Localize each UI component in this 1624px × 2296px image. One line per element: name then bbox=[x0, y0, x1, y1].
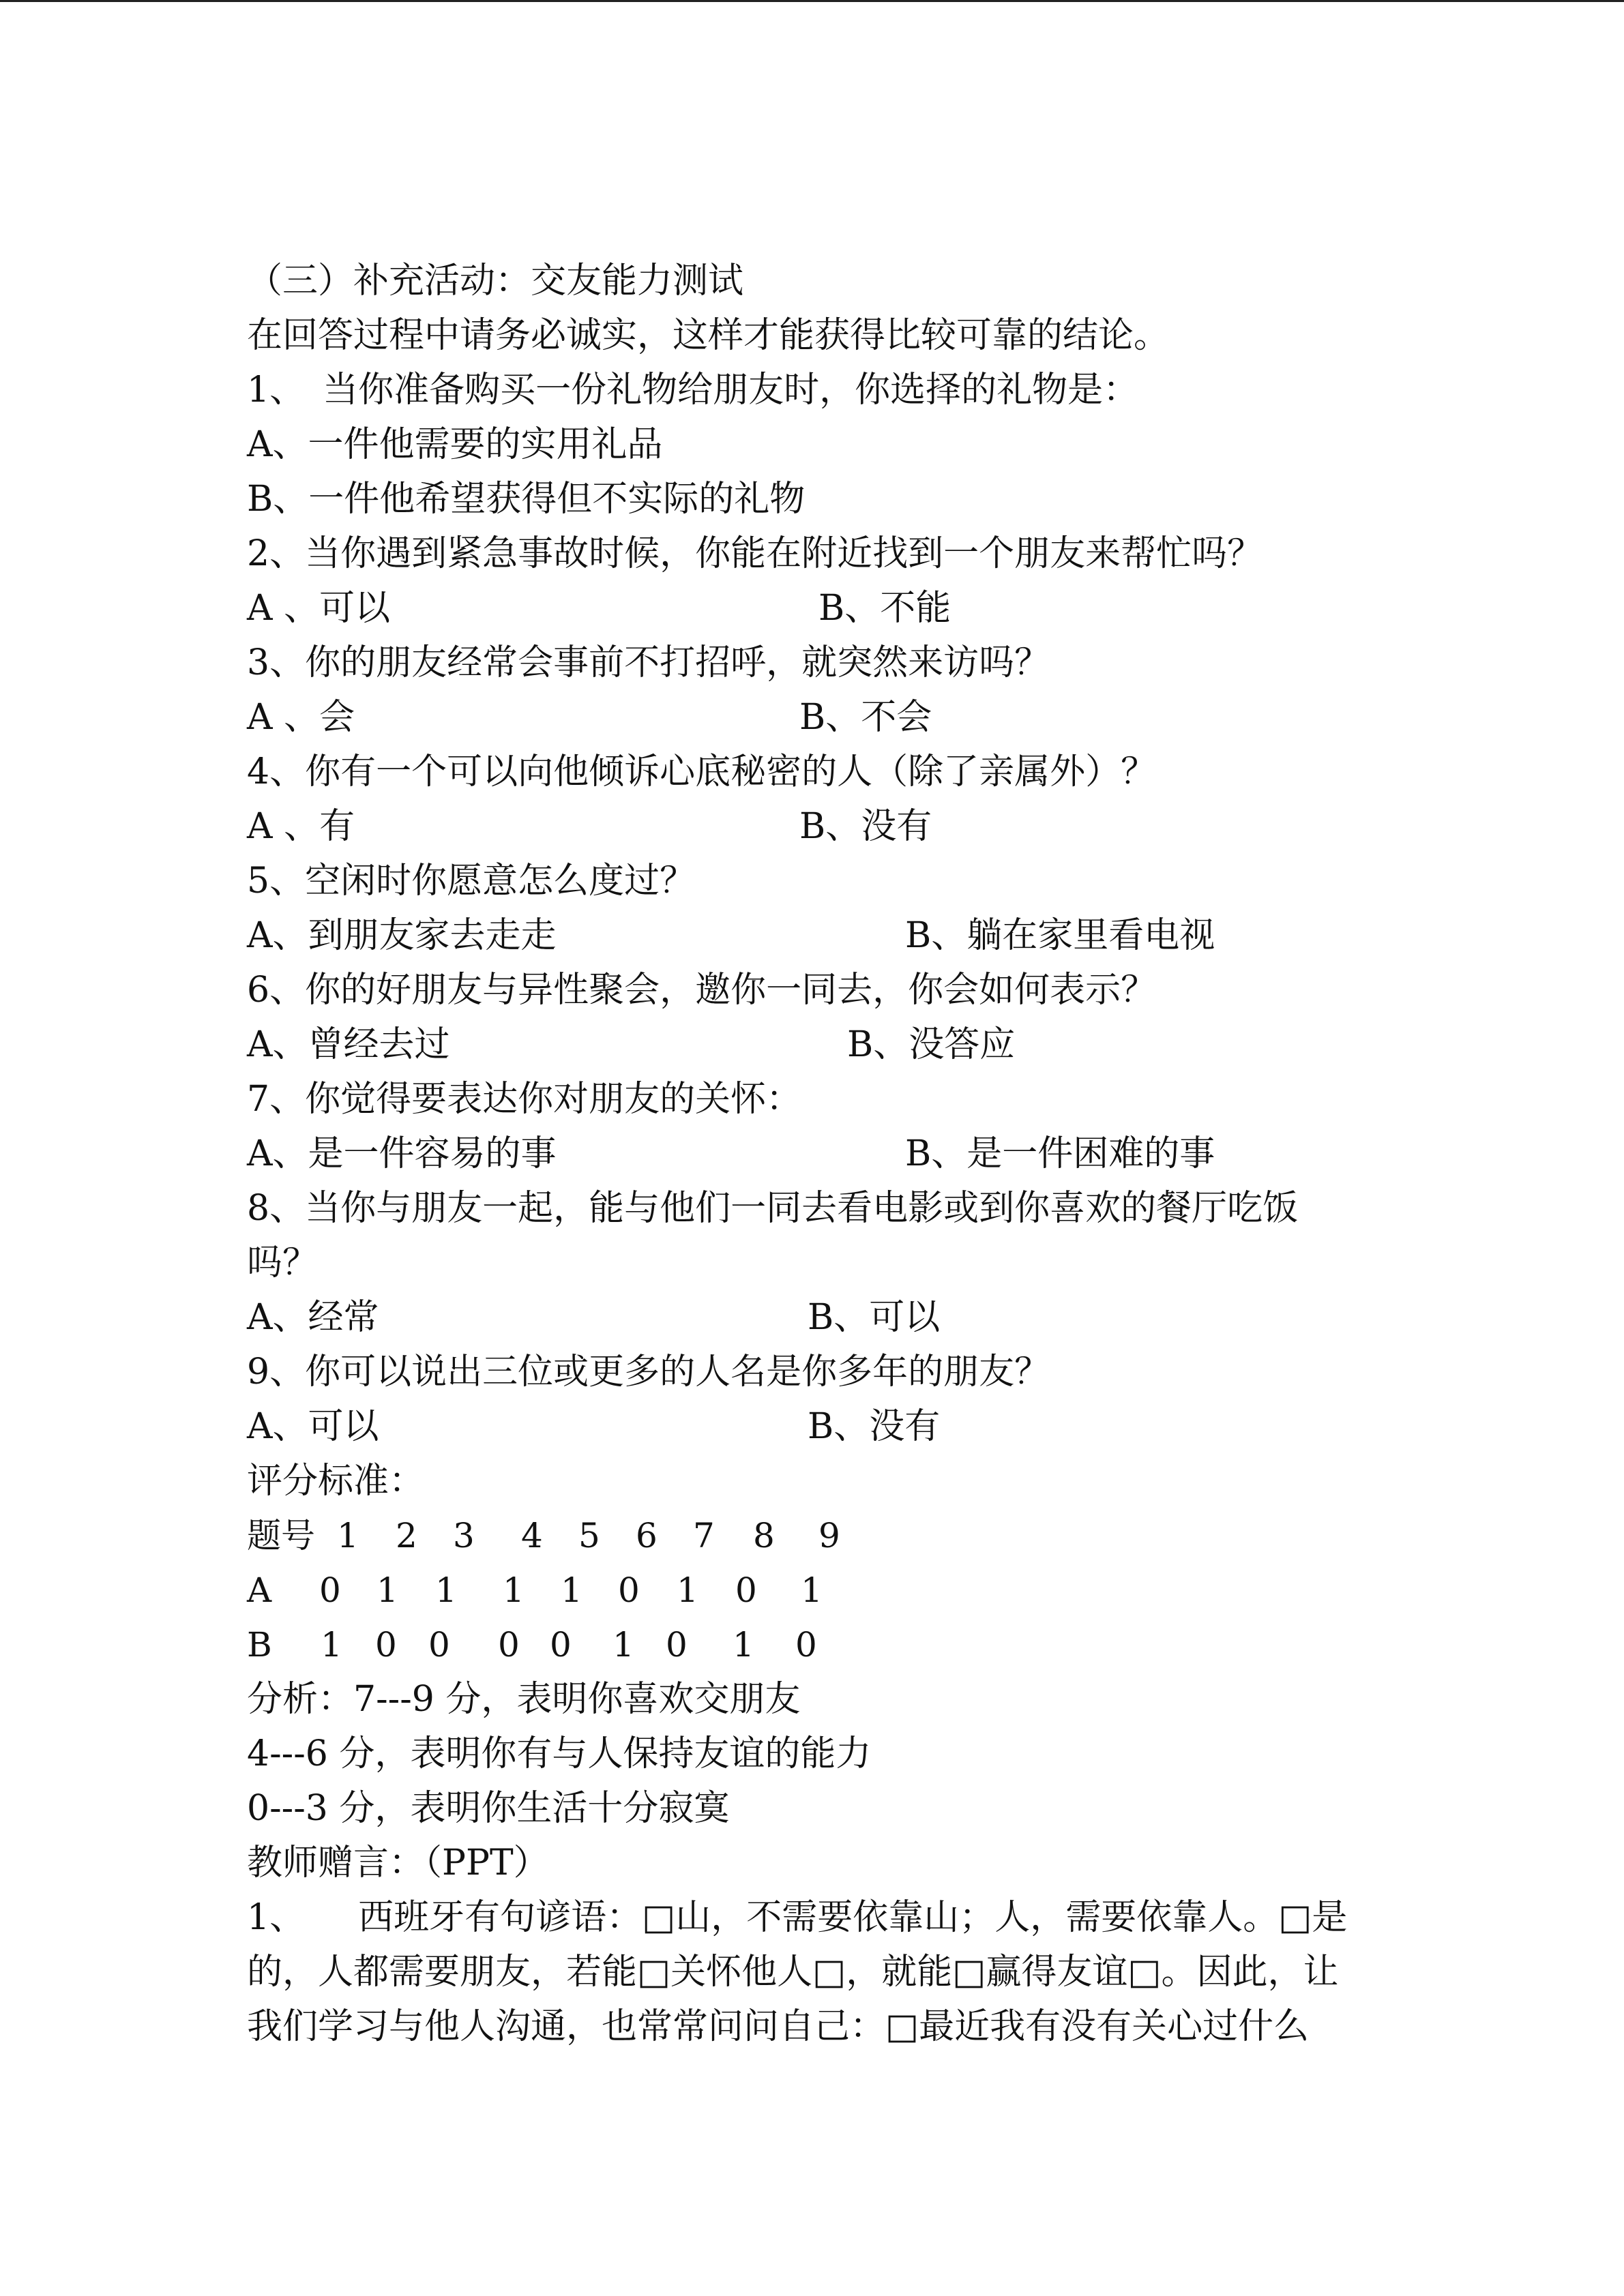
question-2: 2、当你遇到紧急事故时候，你能在附近找到一个朋友来帮忙吗？ bbox=[247, 533, 1263, 574]
top-border-rule bbox=[0, 0, 1624, 2]
question-9-option-b: B、没有 bbox=[808, 1406, 941, 1447]
question-2-options bbox=[247, 581, 1393, 636]
scoring-number: 5 bbox=[578, 1516, 600, 1555]
question-2-option-a: A 、可以 bbox=[247, 588, 391, 629]
scoring-cell: 1 bbox=[801, 1570, 823, 1610]
question-9-option-a: A、可以 bbox=[247, 1406, 379, 1447]
scoring-cell: 1 bbox=[321, 1625, 342, 1665]
document-body bbox=[247, 254, 1393, 2054]
question-8-option-b: B、可以 bbox=[808, 1297, 941, 1338]
scoring-number: 2 bbox=[396, 1516, 417, 1555]
scoring-cell: 1 bbox=[377, 1570, 398, 1610]
question-4-option-b: B、没有 bbox=[799, 806, 932, 847]
scoring-row-b-label: B bbox=[247, 1625, 272, 1665]
question-6-option-b: B、没答应 bbox=[847, 1024, 1016, 1065]
question-9: 9、你可以说出三位或更多的人名是你多年的朋友？ bbox=[247, 1352, 1050, 1392]
question-8-option-a: A、经常 bbox=[247, 1297, 379, 1338]
question-5-option-b: B、躺在家里看电视 bbox=[905, 915, 1215, 956]
teacher-message-line-2: 的，人都需要朋友，若能□关怀他人□，就能□赢得友谊□。因此，让 bbox=[247, 1952, 1339, 1993]
scoring-cell: 1 bbox=[612, 1625, 634, 1665]
scoring-cell: 0 bbox=[795, 1625, 817, 1665]
question-8-continuation: 吗？ bbox=[247, 1242, 319, 1283]
scoring-number: 8 bbox=[753, 1516, 775, 1555]
question-4: 4、你有一个可以向他倾诉心底秘密的人（除了亲属外）？ bbox=[247, 751, 1157, 792]
scoring-cell: 0 bbox=[498, 1625, 520, 1665]
question-7-option-a: A、是一件容易的事 bbox=[247, 1133, 557, 1174]
scoring-cell: 1 bbox=[435, 1570, 457, 1610]
scoring-number: 3 bbox=[453, 1516, 475, 1555]
section-title: （三）补充活动：交友能力测试 bbox=[247, 260, 744, 301]
question-3: 3、你的朋友经常会事前不打招呼，就突然来访吗？ bbox=[247, 642, 1050, 683]
scoring-number: 6 bbox=[636, 1516, 658, 1555]
scoring-cell: 0 bbox=[319, 1570, 341, 1610]
question-5-option-a: A、到朋友家去走走 bbox=[247, 915, 557, 956]
question-3-options bbox=[247, 690, 1393, 745]
scoring-cell: 1 bbox=[503, 1570, 525, 1610]
scoring-cell: 1 bbox=[733, 1625, 754, 1665]
scoring-title: 评分标准： bbox=[247, 1461, 425, 1502]
intro-text: 在回答过程中请务必诚实，这样才能获得比较可靠的结论。 bbox=[247, 315, 1170, 356]
scoring-header-row bbox=[247, 1508, 1393, 1563]
question-1: 1、 当你准备购买一份礼物给朋友时，你选择的礼物是： bbox=[247, 370, 1139, 411]
analysis-line-3: 0---3 分，表明你生活十分寂寞 bbox=[247, 1788, 730, 1829]
question-4-option-a: A 、有 bbox=[247, 806, 355, 847]
question-5: 5、空闲时你愿意怎么度过？ bbox=[247, 861, 696, 901]
question-9-options bbox=[247, 1399, 1393, 1454]
question-1-option-b: B、一件他希望获得但不实际的礼物 bbox=[247, 479, 806, 520]
scoring-row-a-label: A bbox=[247, 1570, 272, 1610]
scoring-cell: 0 bbox=[618, 1570, 640, 1610]
question-6: 6、你的好朋友与异性聚会，邀你一同去，你会如何表示？ bbox=[247, 970, 1157, 1011]
scoring-cell: 1 bbox=[561, 1570, 582, 1610]
scoring-row-a bbox=[247, 1563, 1393, 1617]
scoring-cell: 0 bbox=[735, 1570, 757, 1610]
question-6-option-a: A、曾经去过 bbox=[247, 1024, 450, 1065]
scoring-number: 4 bbox=[521, 1516, 543, 1555]
scoring-cell: 0 bbox=[666, 1625, 688, 1665]
question-2-option-b: B、不能 bbox=[818, 588, 951, 629]
teacher-message-line-1: 1、 西班牙有句谚语：□山，不需要依靠山；人，需要依靠人。□是 bbox=[247, 1897, 1348, 1938]
question-1-option-a: A、一件他需要的实用礼品 bbox=[247, 424, 663, 465]
scoring-cell: 0 bbox=[375, 1625, 397, 1665]
teacher-message-line-3: 我们学习与他人沟通，也常常问问自己：□最近我有没有关心过什么 bbox=[247, 2006, 1310, 2047]
question-3-option-a: A 、会 bbox=[247, 697, 355, 738]
scoring-cell: 0 bbox=[428, 1625, 450, 1665]
question-4-options bbox=[247, 799, 1393, 854]
question-8: 8、当你与朋友一起，能与他们一同去看电影或到你喜欢的餐厅吃饭 bbox=[247, 1188, 1299, 1229]
question-3-option-b: B、不会 bbox=[799, 697, 932, 738]
question-7-options bbox=[247, 1127, 1393, 1181]
scoring-cell: 0 bbox=[550, 1625, 572, 1665]
scoring-number: 9 bbox=[818, 1516, 840, 1555]
scoring-cell: 1 bbox=[677, 1570, 698, 1610]
analysis-line-1: 分析：7---9 分，表明你喜欢交朋友 bbox=[247, 1679, 801, 1720]
teacher-message-title: 教师赠言：（PPT） bbox=[247, 1843, 549, 1883]
question-7-option-b: B、是一件困难的事 bbox=[905, 1133, 1215, 1174]
question-6-options bbox=[247, 1017, 1393, 1072]
scoring-row-b bbox=[247, 1617, 1393, 1672]
scoring-number: 7 bbox=[693, 1516, 715, 1555]
question-7: 7、你觉得要表达你对朋友的关怀： bbox=[247, 1079, 802, 1120]
question-8-options bbox=[247, 1290, 1393, 1345]
scoring-header-label: 题号 bbox=[247, 1516, 315, 1555]
scoring-number: 1 bbox=[337, 1516, 359, 1555]
analysis-line-2: 4---6 分，表明你有与人保持友谊的能力 bbox=[247, 1733, 872, 1774]
question-5-options bbox=[247, 908, 1393, 963]
